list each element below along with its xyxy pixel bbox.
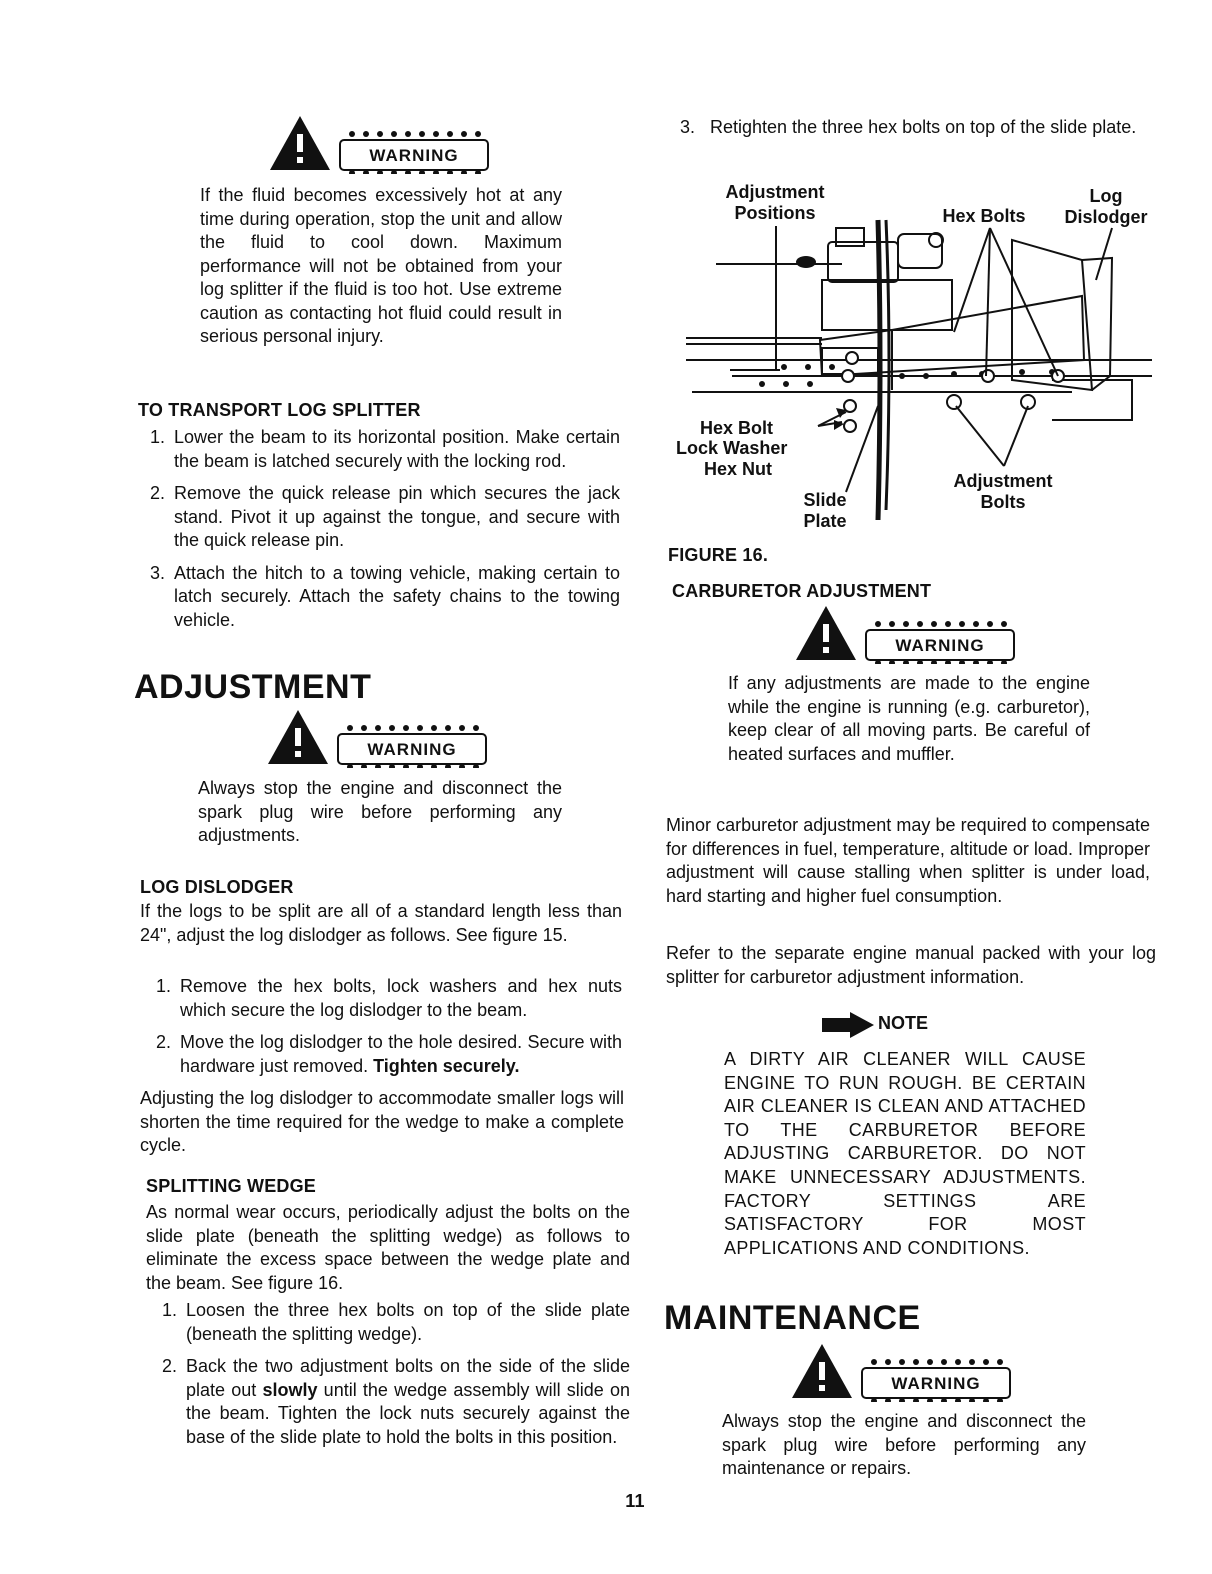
figure-caption: FIGURE 16. xyxy=(668,545,769,565)
paragraph: Minor carburetor adjustment may be required to compensate for differences in fuel, temperature, altitude or load. Improper adjustment will cause stalling when splitter is under load, hard starting and higher fuel consumption. xyxy=(666,815,1150,906)
section-heading-log-dislodger: LOG DISLODGER xyxy=(140,877,294,897)
label-hex-bolts: Hex Bolts xyxy=(942,206,1026,226)
splitting-wedge-steps xyxy=(162,1299,630,1449)
warning-label: WARNING xyxy=(369,146,459,165)
warning-text: If any adjustments are made to the engine while the engine is running (e.g. carburetor), keep clear of all moving parts. Be careful of heated surfaces and muffler. xyxy=(728,673,1090,764)
label-hex-nut: Hex Nut xyxy=(704,459,773,479)
label-adjustment-positions: Adjustment Positions xyxy=(725,182,825,223)
warning-text: Always stop the engine and disconnect the spark plug wire before performing any adjustments. xyxy=(198,778,562,845)
warning-sign xyxy=(260,706,500,766)
list-item: 1. Lower the beam to its horizontal position. Make certain the beam is latched securely with the locking rod. xyxy=(150,427,620,471)
paragraph: Adjusting the log dislodger to accommodate smaller logs will shorten the time required for the wedge to make a complete cycle. xyxy=(140,1088,624,1155)
warning-sign xyxy=(788,602,1028,662)
list-item: 1. Remove the hex bolts, lock washers and hex nuts which secure the log dislodger to the beam. xyxy=(156,976,622,1020)
list-item: 2. Back the two adjustment bolts on the side of the slide plate out slowly until the wedge assembly will slide on the beam. Tighten the lock nuts securely against the base of the slide plate to hold the bolts in this position. xyxy=(162,1356,630,1447)
transport-steps xyxy=(150,426,620,632)
list-item: 3. Retighten the three hex bolts on top of the slide plate. xyxy=(680,117,1137,137)
warning-sign xyxy=(262,112,502,172)
warning-sign xyxy=(784,1340,1024,1400)
paragraph: As normal wear occurs, periodically adjust the bolts on the slide plate (beneath the splitting wedge) as follows to eliminate the excess space between the wedge plate and the beam. See figure 16. xyxy=(146,1202,630,1293)
label-adjustment-bolts: Adjustment Bolts xyxy=(953,471,1053,512)
section-heading-adjustment: ADJUSTMENT xyxy=(134,668,372,706)
label-hex-bolt: Hex Bolt xyxy=(700,418,774,438)
figure-16-diagram xyxy=(672,180,1152,550)
label-slide-plate: Slide Plate xyxy=(803,490,847,531)
list-item: 3. Attach the hitch to a towing vehicle, making certain to latch securely. Attach the safety chains to the towing vehicle. xyxy=(150,562,620,630)
note-heading: NOTE xyxy=(820,1010,960,1038)
section-heading-splitting-wedge: SPLITTING WEDGE xyxy=(146,1176,317,1196)
label-lock-washer: Lock Washer xyxy=(676,438,788,458)
paragraph: If the logs to be split are all of a standard length less than 24", adjust the log dislodger as follows. See figure 15. xyxy=(140,901,622,945)
section-heading-carburetor: CARBURETOR ADJUSTMENT xyxy=(672,581,932,601)
list-item: 2. Move the log dislodger to the hole desired. Secure with hardware just removed. Tighten securely. xyxy=(156,1032,622,1076)
warning-text: If the fluid becomes excessively hot at any time during operation, stop the unit and allow the fluid to cool down. Maximum performance will not be obtained from your log splitter if the fluid is too hot. Use extreme caution as contacting hot fluid could result in serious personal injury. xyxy=(200,185,562,346)
list-item: 2. Remove the quick release pin which secures the jack stand. Pivot it up against the tongue, and secure with the quick release pin. xyxy=(150,483,620,550)
list-item: 1. Loosen the three hex bolts on top of the slide plate (beneath the splitting wedge). xyxy=(162,1300,630,1344)
section-heading-maintenance: MAINTENANCE xyxy=(664,1299,921,1337)
retighten-step xyxy=(680,116,1154,140)
warning-label: WARNING xyxy=(891,1374,981,1393)
section-heading-transport: TO TRANSPORT LOG SPLITTER xyxy=(138,400,421,420)
log-dislodger-steps xyxy=(156,975,622,1078)
warning-text: Always stop the engine and disconnect the spark plug wire before performing any maintenance or repairs. xyxy=(722,1411,1086,1478)
paragraph: Refer to the separate engine manual packed with your log splitter for carburetor adjustment information. xyxy=(666,943,1156,987)
page-number: 11 xyxy=(625,1491,645,1511)
warning-label: WARNING xyxy=(367,740,457,759)
note-text: A DIRTY AIR CLEANER WILL CAUSE ENGINE TO RUN ROUGH. BE CERTAIN AIR CLEANER IS CLEAN AND ATTACHED TO THE CARBURETOR BEFORE ADJUSTING CARBURETOR. DO NOT MAKE UNNECESSARY ADJUSTMENTS. FACTORY SETTINGS ARE SATISFACTORY FOR MOST APPLICATIONS AND CONDITIONS. xyxy=(724,1049,1086,1258)
warning-label: WARNING xyxy=(895,636,985,655)
label-log-dislodger: Log Dislodger xyxy=(1064,186,1148,227)
arrow-right-icon xyxy=(820,1010,880,1038)
